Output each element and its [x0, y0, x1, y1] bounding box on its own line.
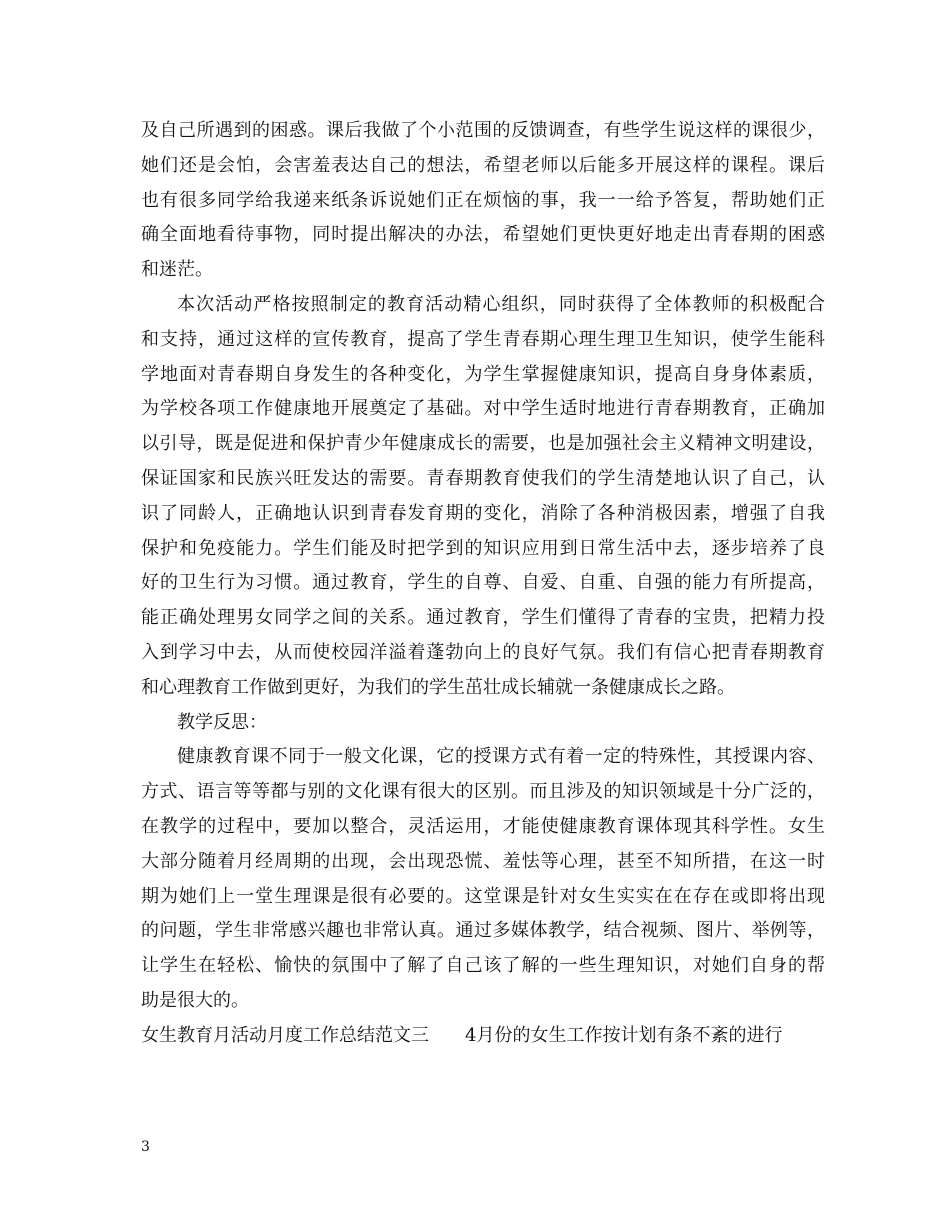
text-line: 学地面对青春期自身发生的各种变化，为学生掌握健康知识，提高自身身体素质， [141, 363, 825, 385]
text-line: 好的卫生行为习惯。通过教育，学生的自尊、自爱、自重、自强的能力有所提高， [141, 572, 825, 594]
text-line: 健康教育课不同于一般文化课，它的授课方式有着一定的特殊性，其授课内容、 [177, 746, 825, 768]
text-line: 本次活动严格按照制定的教育活动精心组织，同时获得了全体教师的积极配合 [177, 293, 825, 315]
paragraph [141, 706, 825, 741]
text-line: 以引导，既是促进和保护青少年健康成长的需要，也是加强社会主义精神文明建设， [141, 433, 825, 455]
text-line: 助是很大的。 [141, 989, 249, 1011]
paragraph [141, 1019, 825, 1054]
text-line: 能正确处理男女同学之间的关系。通过教育，学生们懂得了青春的宝贵，把精力投 [141, 607, 825, 629]
body-text [141, 114, 825, 1054]
text-line: 让学生在轻松、愉快的氛围中了解了自己该了解的一些生理知识，对她们自身的帮 [141, 955, 825, 977]
text-line: 入到学习中去，从而使校园洋溢着蓬勃向上的良好气氛。我们有信心把青春期教育 [141, 641, 825, 663]
text-line: 在教学的过程中，要加以整合，灵活运用，才能使健康教育课体现其科学性。女生 [141, 815, 825, 837]
text-line: 和心理教育工作做到更好，为我们的学生茁壮成长辅就一条健康成长之路。 [141, 676, 735, 698]
text-line: 方式、语言等等都与别的文化课有很大的区别。而且涉及的知识领域是十分广泛的， [141, 781, 825, 803]
paragraph [141, 114, 825, 288]
text-line: 她们还是会怕，会害羞表达自己的想法，希望老师以后能多开展这样的课程。课后 [141, 154, 825, 176]
text-line: 及自己所遇到的困惑。课后我做了个小范围的反馈调查，有些学生说这样的课很少， [141, 120, 825, 141]
text-line: 教学反思： [177, 711, 267, 733]
text-line: 保护和免疫能力。学生们能及时把学到的知识应用到日常生活中去，逐步培养了良 [141, 537, 825, 559]
text-line: 为学校各项工作健康地开展奠定了基础。对中学生适时地进行青春期教育，正确加 [141, 398, 825, 420]
text-line: 大部分随着月经周期的出现，会出现恐慌、羞怯等心理，甚至不知所措，在这一时 [141, 850, 825, 872]
text-line: 也有很多同学给我递来纸条诉说她们正在烦恼的事，我一一给予答复，帮助她们正 [141, 189, 825, 211]
text-line: 识了同龄人，正确地认识到青春发育期的变化，消除了各种消极因素，增强了自我 [141, 502, 825, 524]
text-line: 确全面地看待事物，同时提出解决的办法，希望她们更快更好地走出青春期的困惑 [141, 224, 825, 246]
text-line: 保证国家和民族兴旺发达的需要。青春期教育使我们的学生清楚地认识了自己，认 [141, 467, 825, 489]
page-number: 3 [141, 1139, 150, 1155]
text-line: 和迷茫。 [141, 259, 213, 281]
paragraph [141, 288, 825, 706]
text-line: 的问题，学生非常感兴趣也非常认真。通过多媒体教学，结合视频、图片、举例等， [141, 920, 825, 942]
paragraph [141, 740, 825, 1018]
text-line: 和支持，通过这样的宣传教育，提高了学生青春期心理生理卫生知识，使学生能科 [141, 328, 825, 350]
text-line: 女生教育月活动月度工作总结范文三 4月份的女生工作按计划有条不紊的进行 [141, 1024, 783, 1046]
text-line: 期为她们上一堂生理课是很有必要的。这堂课是针对女生实实在在存在或即将出现 [141, 885, 825, 907]
